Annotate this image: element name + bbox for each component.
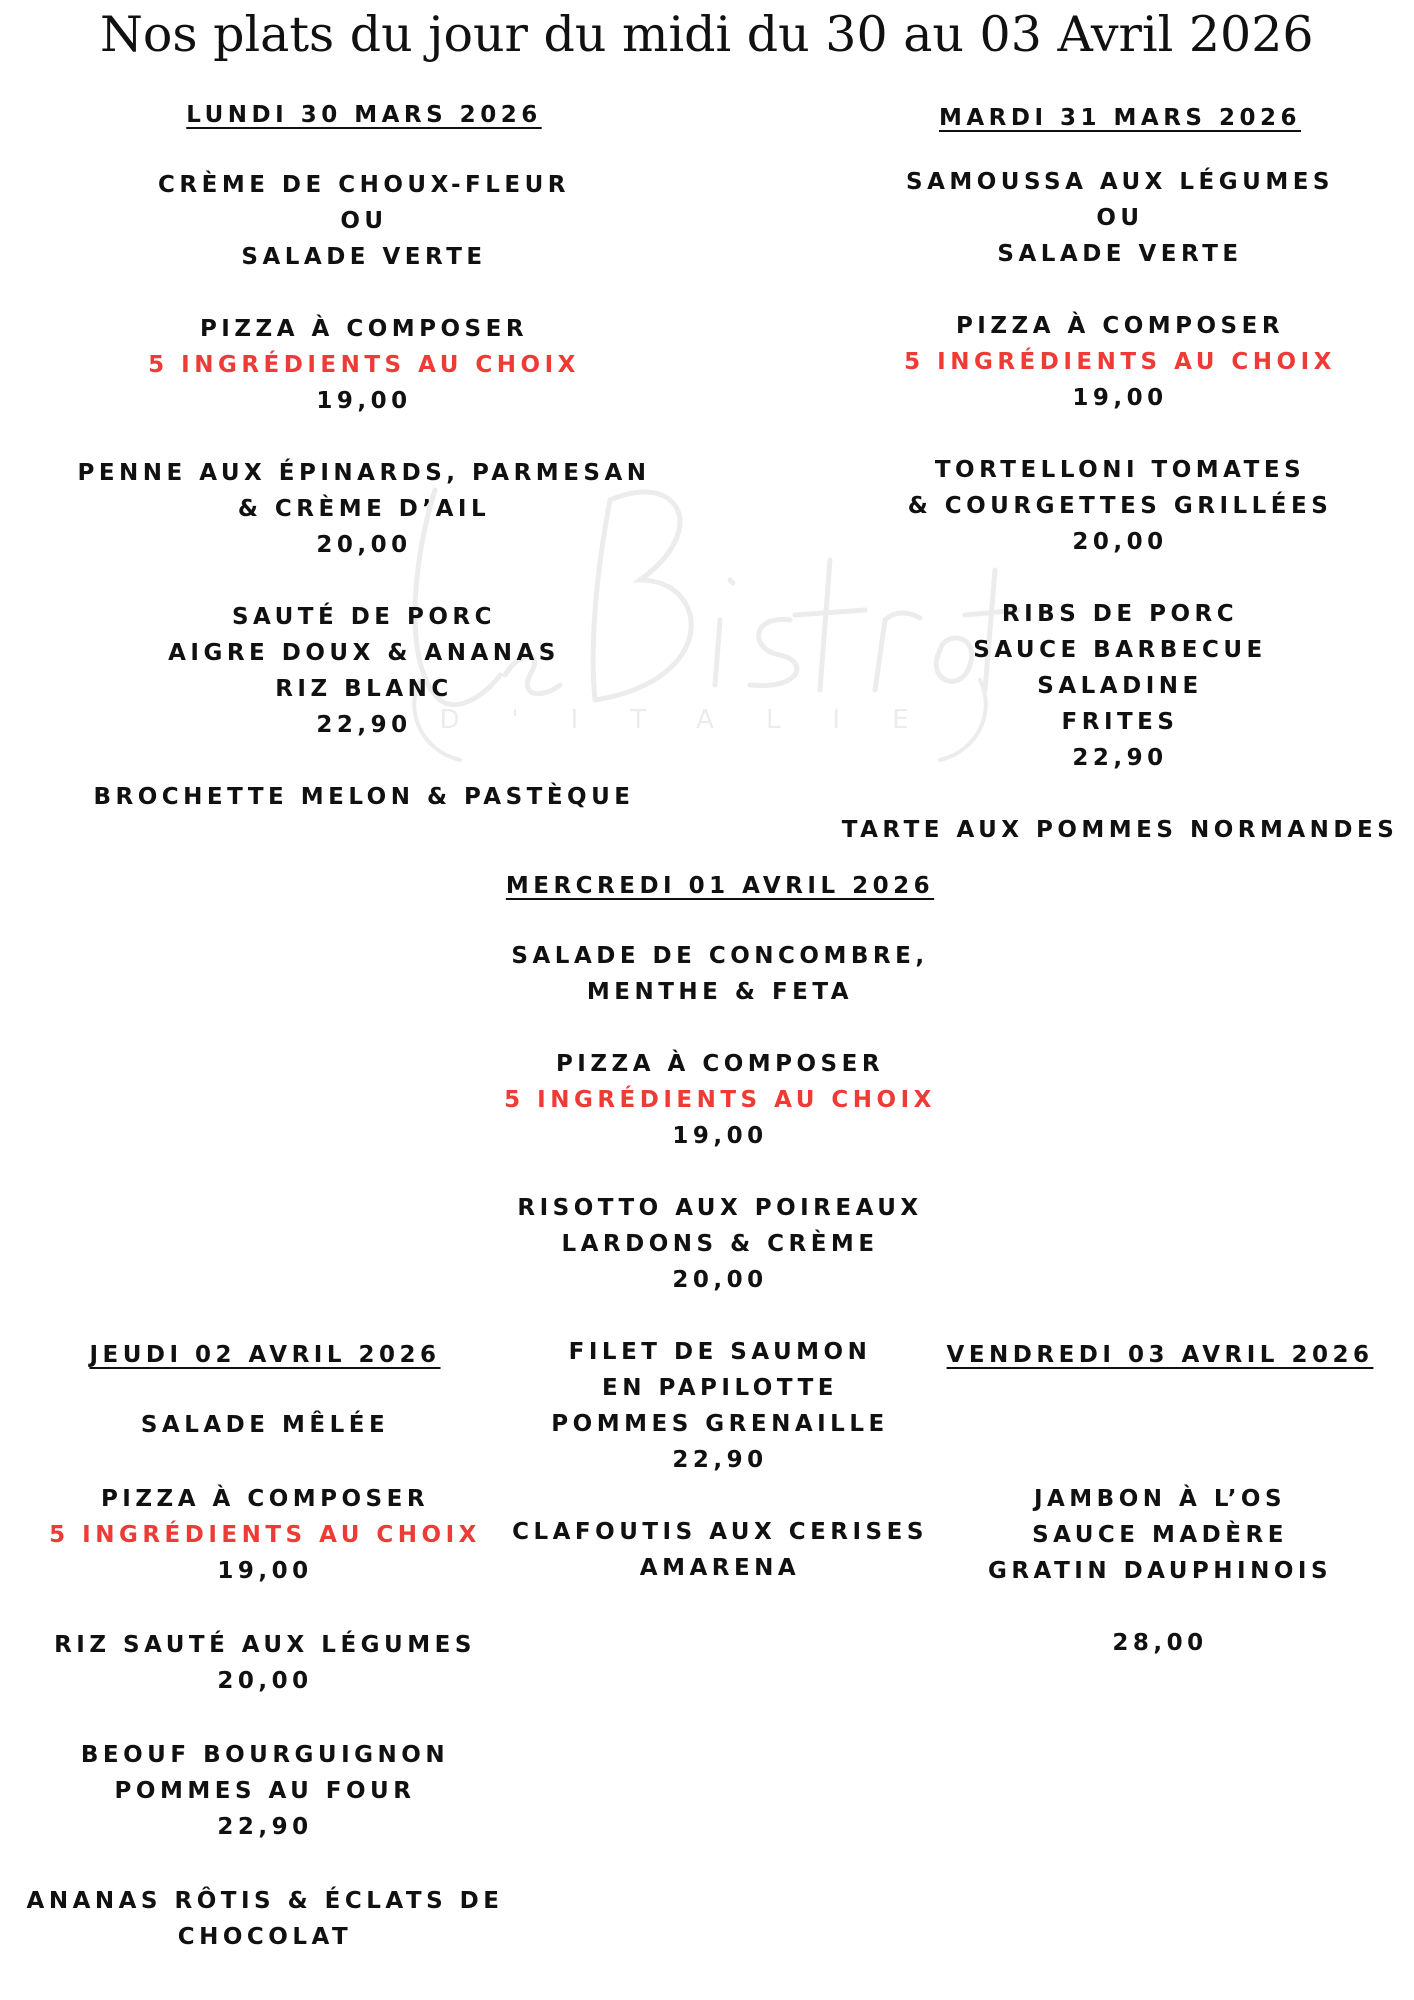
price: 20,00	[316, 532, 412, 558]
day-mardi	[830, 100, 1410, 776]
price: 22,90	[1072, 745, 1168, 771]
menu-line: POMMES AU FOUR	[114, 1778, 416, 1804]
pizza-note: 5 INGRÉDIENTS AU CHOIX	[148, 352, 580, 378]
watermark-subtitle: D'ITALIE	[439, 705, 961, 735]
menu-line: POMMES GRENAILLE	[551, 1411, 889, 1437]
dish	[20, 1627, 510, 1699]
dish	[480, 1334, 960, 1478]
dessert-mardi	[830, 812, 1410, 848]
dessert	[40, 779, 688, 815]
menu-line: RIZ BLANC	[275, 676, 453, 702]
menu-line: CHOCOLAT	[177, 1924, 353, 1950]
menu-line: CLAFOUTIS AUX CERISES	[512, 1519, 928, 1545]
starter	[830, 164, 1410, 272]
dessert	[480, 1514, 960, 1586]
pizza-note: 5 INGRÉDIENTS AU CHOIX	[504, 1087, 936, 1113]
dish	[830, 452, 1410, 560]
menu-line: & COURGETTES GRILLÉES	[907, 493, 1333, 519]
menu-line: AIGRE DOUX & ANANAS	[168, 640, 560, 666]
pizza	[40, 311, 688, 419]
price: 19,00	[672, 1123, 768, 1149]
menu-line: GRATIN DAUPHINOIS	[987, 1558, 1333, 1584]
menu-line: LARDONS & CRÈME	[561, 1231, 879, 1257]
menu-line: RIBS DE PORC	[1001, 601, 1239, 627]
menu-line: PENNE AUX ÉPINARDS, PARMESAN	[77, 460, 651, 486]
pizza	[830, 308, 1410, 416]
pizza-note: 5 INGRÉDIENTS AU CHOIX	[904, 349, 1336, 375]
price: 20,00	[217, 1668, 313, 1694]
menu-line: SALADE VERTE	[997, 241, 1243, 267]
menu-line: JAMBON À L’OS	[1033, 1486, 1287, 1512]
dish	[40, 599, 688, 743]
day-header: MERCREDI 01 AVRIL 2026	[505, 873, 935, 899]
menu-line: BEOUF BOURGUIGNON	[80, 1742, 450, 1768]
menu-line: BROCHETTE MELON & PASTÈQUE	[93, 784, 635, 810]
starter	[40, 167, 688, 275]
menu-line: AMARENA	[639, 1555, 801, 1581]
price: 19,00	[1072, 385, 1168, 411]
menu-line: TARTE AUX POMMES NORMANDES	[841, 817, 1399, 843]
dish	[930, 1481, 1390, 1661]
menu-line: PIZZA À COMPOSER	[555, 1051, 885, 1077]
menu-line: SAMOUSSA AUX LÉGUMES	[906, 169, 1334, 195]
day-vendredi	[930, 1337, 1390, 1661]
menu-line: OU	[1096, 205, 1144, 231]
menu-line: PIZZA À COMPOSER	[955, 313, 1285, 339]
day-header: LUNDI 30 MARS 2026	[186, 102, 542, 128]
price: 20,00	[1072, 529, 1168, 555]
pizza-note: 5 INGRÉDIENTS AU CHOIX	[49, 1522, 481, 1548]
menu-line: FILET DE SAUMON	[568, 1339, 872, 1365]
menu-line: SAUCE BARBECUE	[973, 637, 1267, 663]
price: 22,90	[217, 1814, 313, 1840]
menu-line: OU	[340, 208, 388, 234]
starter	[480, 938, 960, 1010]
menu-line: RISOTTO AUX POIREAUX	[517, 1195, 923, 1221]
menu-line: ANANAS RÔTIS & ÉCLATS DE	[26, 1888, 504, 1914]
menu-line: & CRÈME D’AIL	[237, 496, 491, 522]
menu-line: SALADE VERTE	[241, 244, 487, 270]
menu-line: SALADE MÊLÉE	[140, 1412, 390, 1438]
pizza	[480, 1046, 960, 1154]
menu-line: MENTHE & FETA	[586, 979, 854, 1005]
price: 19,00	[217, 1558, 313, 1584]
dish	[20, 1737, 510, 1845]
menu-line: SAUTÉ DE PORC	[231, 604, 497, 630]
menu-line: TORTELLONI TOMATES	[934, 457, 1306, 483]
price: 28,00	[1112, 1630, 1208, 1656]
day-header: VENDREDI 03 AVRIL 2026	[946, 1342, 1374, 1368]
pizza	[20, 1481, 510, 1589]
menu-line: SALADINE	[1037, 673, 1203, 699]
menu-line: PIZZA À COMPOSER	[199, 316, 529, 342]
dish	[480, 1190, 960, 1298]
price: 22,90	[316, 712, 412, 738]
starter	[20, 1407, 510, 1443]
menu-line: RIZ SAUTÉ AUX LÉGUMES	[54, 1632, 476, 1658]
price: 19,00	[316, 388, 412, 414]
dish	[40, 455, 688, 563]
page-title: Nos plats du jour du midi du 30 au 03 Avril 2026	[100, 6, 1314, 63]
price: 20,00	[672, 1267, 768, 1293]
menu-line: CRÈME DE CHOUX-FLEUR	[158, 172, 570, 198]
day-jeudi	[20, 1337, 510, 1955]
menu-line: PIZZA À COMPOSER	[100, 1486, 430, 1512]
dish	[830, 596, 1410, 776]
menu-line: SAUCE MADÈRE	[1032, 1522, 1288, 1548]
day-header: JEUDI 02 AVRIL 2026	[89, 1342, 441, 1368]
dessert	[20, 1883, 510, 1955]
day-mercredi	[480, 868, 960, 1586]
price: 22,90	[672, 1447, 768, 1473]
menu-line: EN PAPILOTTE	[602, 1375, 838, 1401]
menu-line: FRITES	[1061, 709, 1179, 735]
day-header: MARDI 31 MARS 2026	[938, 105, 1302, 131]
day-lundi	[40, 97, 688, 815]
menu-line: SALADE DE CONCOMBRE,	[511, 943, 929, 969]
